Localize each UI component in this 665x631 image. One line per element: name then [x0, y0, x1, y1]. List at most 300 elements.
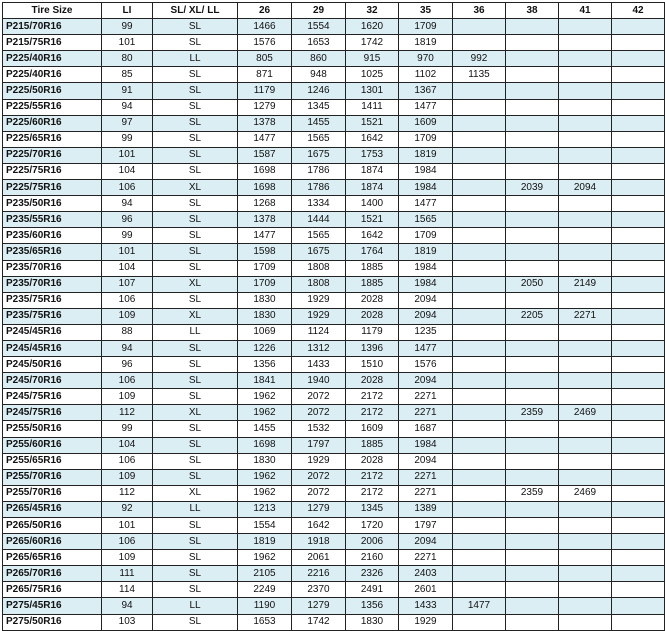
cell-psi-38 [506, 83, 559, 99]
cell-psi-26: 1587 [238, 147, 292, 163]
cell-psi-42 [612, 163, 665, 179]
cell-tire-size: P245/45R16 [3, 340, 102, 356]
cell-load-type: SL [153, 67, 238, 83]
cell-psi-35: 1576 [399, 357, 453, 373]
cell-psi-36 [453, 421, 506, 437]
cell-psi-42 [612, 324, 665, 340]
cell-psi-42 [612, 373, 665, 389]
cell-load-index: 107 [102, 276, 153, 292]
cell-psi-42 [612, 453, 665, 469]
cell-load-type: SL [153, 292, 238, 308]
cell-psi-29: 1929 [292, 453, 346, 469]
cell-tire-size: P265/70R16 [3, 566, 102, 582]
cell-psi-35: 1819 [399, 244, 453, 260]
cell-psi-29: 2072 [292, 389, 346, 405]
cell-psi-35: 2094 [399, 534, 453, 550]
cell-load-index: 99 [102, 228, 153, 244]
cell-psi-29: 1653 [292, 35, 346, 51]
table-row [3, 357, 665, 373]
cell-psi-36 [453, 340, 506, 356]
cell-load-type: SL [153, 373, 238, 389]
cell-load-type: SL [153, 228, 238, 244]
cell-psi-26: 1698 [238, 163, 292, 179]
cell-psi-26: 1962 [238, 389, 292, 405]
tire-load-table [2, 2, 665, 631]
cell-load-index: 106 [102, 453, 153, 469]
cell-load-index: 91 [102, 83, 153, 99]
cell-psi-29: 1345 [292, 99, 346, 115]
cell-psi-26: 1830 [238, 292, 292, 308]
cell-load-type: SL [153, 196, 238, 212]
cell-load-index: 101 [102, 35, 153, 51]
header-load-type: SL/ XL/ LL [153, 3, 238, 19]
cell-psi-32: 1400 [346, 196, 399, 212]
cell-psi-41 [559, 582, 612, 598]
cell-psi-36 [453, 550, 506, 566]
cell-psi-41: 2469 [559, 485, 612, 501]
cell-psi-29: 1742 [292, 614, 346, 630]
cell-load-type: XL [153, 276, 238, 292]
cell-load-index: 104 [102, 163, 153, 179]
cell-psi-41 [559, 373, 612, 389]
table-row [3, 469, 665, 485]
cell-tire-size: P245/70R16 [3, 373, 102, 389]
cell-psi-42 [612, 196, 665, 212]
cell-psi-41 [559, 212, 612, 228]
cell-psi-42 [612, 35, 665, 51]
cell-load-type: LL [153, 324, 238, 340]
cell-psi-32: 1521 [346, 115, 399, 131]
cell-psi-42 [612, 115, 665, 131]
cell-psi-26: 1477 [238, 228, 292, 244]
cell-psi-26: 1598 [238, 244, 292, 260]
table-row [3, 244, 665, 260]
cell-tire-size: P225/65R16 [3, 131, 102, 147]
cell-tire-size: P235/60R16 [3, 228, 102, 244]
cell-tire-size: P255/50R16 [3, 421, 102, 437]
cell-psi-41 [559, 51, 612, 67]
cell-psi-41 [559, 534, 612, 550]
cell-psi-38 [506, 67, 559, 83]
cell-psi-35: 1235 [399, 324, 453, 340]
cell-psi-41 [559, 292, 612, 308]
cell-psi-35: 2094 [399, 453, 453, 469]
cell-psi-35: 2094 [399, 373, 453, 389]
cell-psi-42 [612, 405, 665, 421]
table-row [3, 228, 665, 244]
cell-psi-32: 1753 [346, 147, 399, 163]
cell-psi-36 [453, 163, 506, 179]
cell-psi-35: 1797 [399, 518, 453, 534]
cell-psi-38 [506, 51, 559, 67]
cell-psi-29: 1940 [292, 373, 346, 389]
cell-psi-35: 2271 [399, 485, 453, 501]
table-body [3, 19, 665, 631]
table-row [3, 147, 665, 163]
cell-psi-35: 2271 [399, 405, 453, 421]
cell-psi-35: 1433 [399, 598, 453, 614]
cell-psi-38 [506, 598, 559, 614]
cell-psi-42 [612, 389, 665, 405]
cell-psi-26: 1554 [238, 518, 292, 534]
table-row [3, 51, 665, 67]
cell-psi-42 [612, 51, 665, 67]
cell-psi-32: 2028 [346, 453, 399, 469]
cell-psi-26: 2249 [238, 582, 292, 598]
cell-psi-32: 2172 [346, 485, 399, 501]
cell-load-index: 94 [102, 196, 153, 212]
cell-psi-35: 2403 [399, 566, 453, 582]
cell-psi-29: 1929 [292, 308, 346, 324]
cell-psi-38 [506, 260, 559, 276]
cell-psi-29: 2370 [292, 582, 346, 598]
cell-psi-32: 1609 [346, 421, 399, 437]
cell-load-index: 99 [102, 421, 153, 437]
cell-psi-41 [559, 437, 612, 453]
cell-psi-38: 2205 [506, 308, 559, 324]
cell-load-index: 109 [102, 389, 153, 405]
cell-psi-29: 860 [292, 51, 346, 67]
cell-psi-41 [559, 83, 612, 99]
cell-psi-32: 2172 [346, 405, 399, 421]
table-row [3, 373, 665, 389]
cell-load-type: SL [153, 566, 238, 582]
cell-psi-41 [559, 340, 612, 356]
cell-psi-29: 1808 [292, 260, 346, 276]
cell-psi-32: 1510 [346, 357, 399, 373]
cell-psi-38 [506, 324, 559, 340]
header-psi-41: 41 [559, 3, 612, 19]
cell-psi-36 [453, 99, 506, 115]
cell-psi-32: 1345 [346, 501, 399, 517]
cell-psi-35: 1477 [399, 196, 453, 212]
cell-psi-26: 1179 [238, 83, 292, 99]
cell-psi-32: 1642 [346, 228, 399, 244]
table-row [3, 276, 665, 292]
table-row [3, 19, 665, 35]
cell-psi-32: 2006 [346, 534, 399, 550]
cell-load-type: SL [153, 83, 238, 99]
cell-psi-41 [559, 19, 612, 35]
table-row [3, 421, 665, 437]
cell-psi-42 [612, 99, 665, 115]
cell-load-index: 114 [102, 582, 153, 598]
cell-load-type: SL [153, 115, 238, 131]
cell-psi-32: 1830 [346, 614, 399, 630]
cell-psi-26: 1356 [238, 357, 292, 373]
cell-psi-41 [559, 196, 612, 212]
cell-tire-size: P275/50R16 [3, 614, 102, 630]
cell-tire-size: P225/55R16 [3, 99, 102, 115]
cell-tire-size: P275/45R16 [3, 598, 102, 614]
cell-psi-41 [559, 614, 612, 630]
cell-psi-41 [559, 469, 612, 485]
cell-psi-36 [453, 260, 506, 276]
cell-psi-36: 992 [453, 51, 506, 67]
cell-psi-35: 2601 [399, 582, 453, 598]
cell-psi-38 [506, 212, 559, 228]
header-psi-42: 42 [612, 3, 665, 19]
cell-load-index: 94 [102, 340, 153, 356]
cell-psi-36 [453, 276, 506, 292]
cell-load-type: SL [153, 19, 238, 35]
cell-psi-35: 1709 [399, 131, 453, 147]
cell-psi-42 [612, 292, 665, 308]
cell-tire-size: P225/75R16 [3, 163, 102, 179]
cell-psi-35: 1984 [399, 163, 453, 179]
cell-psi-29: 1444 [292, 212, 346, 228]
cell-psi-32: 1620 [346, 19, 399, 35]
table-row [3, 453, 665, 469]
cell-psi-36 [453, 147, 506, 163]
cell-load-type: XL [153, 485, 238, 501]
cell-load-index: 101 [102, 244, 153, 260]
cell-psi-26: 1709 [238, 260, 292, 276]
cell-psi-32: 1179 [346, 324, 399, 340]
cell-psi-36 [453, 373, 506, 389]
cell-psi-32: 2491 [346, 582, 399, 598]
cell-psi-26: 1190 [238, 598, 292, 614]
cell-psi-41 [559, 550, 612, 566]
header-row [3, 3, 665, 19]
cell-psi-41 [559, 67, 612, 83]
cell-psi-38 [506, 163, 559, 179]
table-row [3, 501, 665, 517]
cell-psi-42 [612, 83, 665, 99]
cell-tire-size: P215/75R16 [3, 35, 102, 51]
cell-psi-36 [453, 83, 506, 99]
table-row [3, 518, 665, 534]
cell-psi-42 [612, 228, 665, 244]
cell-psi-29: 2072 [292, 485, 346, 501]
cell-psi-38 [506, 534, 559, 550]
cell-load-index: 104 [102, 260, 153, 276]
cell-psi-36 [453, 131, 506, 147]
cell-psi-38 [506, 389, 559, 405]
cell-load-type: SL [153, 614, 238, 630]
cell-load-type: SL [153, 518, 238, 534]
cell-psi-26: 1962 [238, 485, 292, 501]
header-psi-35: 35 [399, 3, 453, 19]
cell-psi-41 [559, 163, 612, 179]
cell-tire-size: P245/75R16 [3, 389, 102, 405]
cell-psi-36 [453, 19, 506, 35]
cell-load-type: LL [153, 501, 238, 517]
cell-psi-36 [453, 453, 506, 469]
cell-psi-35: 1609 [399, 115, 453, 131]
cell-tire-size: P255/70R16 [3, 469, 102, 485]
cell-psi-35: 1984 [399, 437, 453, 453]
cell-psi-29: 1808 [292, 276, 346, 292]
cell-psi-36 [453, 244, 506, 260]
cell-psi-36 [453, 405, 506, 421]
table-row [3, 196, 665, 212]
cell-psi-42 [612, 244, 665, 260]
cell-psi-38 [506, 357, 559, 373]
cell-load-type: LL [153, 598, 238, 614]
cell-psi-38 [506, 115, 559, 131]
cell-load-index: 85 [102, 67, 153, 83]
cell-load-index: 104 [102, 437, 153, 453]
table-row [3, 614, 665, 630]
table-row [3, 35, 665, 51]
cell-psi-36 [453, 469, 506, 485]
table-row [3, 131, 665, 147]
table-row [3, 212, 665, 228]
cell-psi-36 [453, 501, 506, 517]
cell-psi-41 [559, 115, 612, 131]
cell-psi-26: 1268 [238, 196, 292, 212]
cell-psi-26: 1698 [238, 180, 292, 196]
cell-psi-35: 1819 [399, 35, 453, 51]
cell-psi-29: 1565 [292, 131, 346, 147]
table-row [3, 534, 665, 550]
table-row [3, 582, 665, 598]
cell-psi-29: 1279 [292, 501, 346, 517]
cell-psi-41 [559, 99, 612, 115]
cell-psi-29: 1312 [292, 340, 346, 356]
cell-psi-36 [453, 534, 506, 550]
cell-psi-38 [506, 99, 559, 115]
cell-psi-35: 1984 [399, 260, 453, 276]
cell-psi-29: 948 [292, 67, 346, 83]
cell-psi-32: 1874 [346, 163, 399, 179]
cell-psi-32: 2172 [346, 389, 399, 405]
cell-psi-29: 1246 [292, 83, 346, 99]
cell-psi-26: 1466 [238, 19, 292, 35]
cell-psi-36 [453, 357, 506, 373]
cell-psi-32: 1885 [346, 260, 399, 276]
cell-load-index: 92 [102, 501, 153, 517]
cell-psi-35: 1102 [399, 67, 453, 83]
header-psi-26: 26 [238, 3, 292, 19]
cell-load-index: 80 [102, 51, 153, 67]
cell-psi-36 [453, 389, 506, 405]
cell-psi-29: 2072 [292, 405, 346, 421]
cell-psi-26: 1653 [238, 614, 292, 630]
cell-psi-36 [453, 614, 506, 630]
table-row [3, 550, 665, 566]
cell-load-index: 111 [102, 566, 153, 582]
cell-psi-42 [612, 67, 665, 83]
cell-psi-36 [453, 308, 506, 324]
cell-tire-size: P235/75R16 [3, 308, 102, 324]
header-psi-29: 29 [292, 3, 346, 19]
cell-psi-26: 1213 [238, 501, 292, 517]
cell-load-type: SL [153, 421, 238, 437]
cell-load-type: SL [153, 550, 238, 566]
cell-tire-size: P265/60R16 [3, 534, 102, 550]
cell-tire-size: P265/75R16 [3, 582, 102, 598]
cell-psi-29: 1554 [292, 19, 346, 35]
cell-psi-35: 2094 [399, 292, 453, 308]
cell-load-index: 106 [102, 180, 153, 196]
table-row [3, 180, 665, 196]
cell-psi-38 [506, 244, 559, 260]
cell-psi-38 [506, 131, 559, 147]
cell-load-index: 97 [102, 115, 153, 131]
cell-psi-29: 2072 [292, 469, 346, 485]
cell-psi-41: 2094 [559, 180, 612, 196]
cell-load-type: SL [153, 582, 238, 598]
cell-psi-32: 2028 [346, 308, 399, 324]
cell-psi-32: 1356 [346, 598, 399, 614]
cell-psi-29: 1797 [292, 437, 346, 453]
cell-load-type: SL [153, 244, 238, 260]
cell-psi-42 [612, 212, 665, 228]
cell-tire-size: P245/50R16 [3, 357, 102, 373]
cell-psi-29: 1334 [292, 196, 346, 212]
cell-psi-42 [612, 421, 665, 437]
cell-psi-32: 915 [346, 51, 399, 67]
cell-psi-26: 1378 [238, 212, 292, 228]
cell-psi-41 [559, 389, 612, 405]
cell-psi-41 [559, 244, 612, 260]
table-row [3, 598, 665, 614]
cell-psi-41 [559, 228, 612, 244]
cell-psi-42 [612, 308, 665, 324]
cell-psi-41 [559, 35, 612, 51]
cell-load-type: SL [153, 147, 238, 163]
cell-psi-32: 1764 [346, 244, 399, 260]
table-row [3, 99, 665, 115]
cell-psi-41 [559, 324, 612, 340]
cell-psi-35: 1709 [399, 228, 453, 244]
table-row [3, 485, 665, 501]
cell-tire-size: P225/70R16 [3, 147, 102, 163]
cell-psi-38 [506, 550, 559, 566]
cell-load-type: SL [153, 35, 238, 51]
cell-psi-26: 1069 [238, 324, 292, 340]
cell-load-type: SL [153, 99, 238, 115]
cell-psi-36 [453, 518, 506, 534]
cell-psi-41 [559, 501, 612, 517]
cell-psi-29: 1433 [292, 357, 346, 373]
table-row [3, 115, 665, 131]
cell-psi-26: 871 [238, 67, 292, 83]
cell-psi-36 [453, 212, 506, 228]
cell-psi-42 [612, 582, 665, 598]
cell-load-index: 101 [102, 147, 153, 163]
cell-psi-42 [612, 276, 665, 292]
cell-psi-38 [506, 228, 559, 244]
cell-psi-42 [612, 131, 665, 147]
cell-load-index: 109 [102, 308, 153, 324]
cell-load-index: 96 [102, 212, 153, 228]
cell-psi-38 [506, 373, 559, 389]
cell-psi-41 [559, 453, 612, 469]
cell-psi-32: 1885 [346, 276, 399, 292]
cell-psi-26: 1576 [238, 35, 292, 51]
cell-psi-42 [612, 550, 665, 566]
cell-tire-size: P225/75R16 [3, 180, 102, 196]
cell-tire-size: P255/70R16 [3, 485, 102, 501]
cell-psi-35: 1367 [399, 83, 453, 99]
cell-tire-size: P265/45R16 [3, 501, 102, 517]
table-row [3, 292, 665, 308]
cell-psi-36 [453, 115, 506, 131]
cell-psi-32: 1742 [346, 35, 399, 51]
cell-psi-38 [506, 196, 559, 212]
cell-load-type: SL [153, 437, 238, 453]
cell-psi-36 [453, 180, 506, 196]
cell-psi-42 [612, 485, 665, 501]
header-psi-32: 32 [346, 3, 399, 19]
cell-tire-size: P215/70R16 [3, 19, 102, 35]
cell-load-index: 99 [102, 19, 153, 35]
cell-psi-35: 1819 [399, 147, 453, 163]
cell-psi-38 [506, 292, 559, 308]
